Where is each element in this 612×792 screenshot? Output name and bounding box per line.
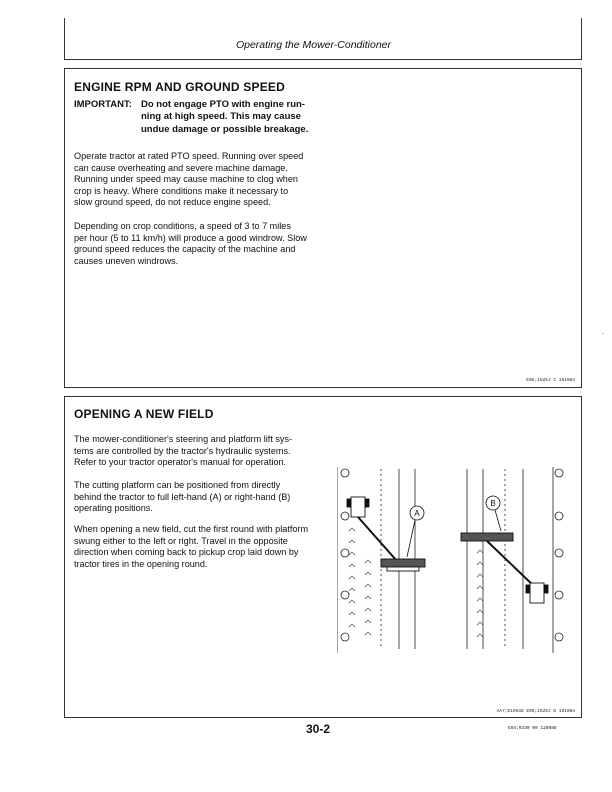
callout-b-label: B: [490, 499, 496, 508]
text-line: slow ground speed, do not reduce engine speed.: [74, 197, 271, 208]
paragraph: [74, 434, 292, 469]
page-number: 30-2: [306, 722, 331, 736]
opening-field-section: [64, 396, 582, 718]
engine-rpm-section: [64, 68, 582, 388]
callout-a-label: A: [414, 509, 420, 518]
important-line: undue damage or possible breakage.: [141, 123, 309, 135]
paragraph: [74, 151, 303, 209]
important-label: IMPORTANT:: [74, 99, 132, 110]
text-line: behind the tractor to full left-hand (A) or right-hand (B): [74, 491, 291, 502]
field-diagram: [337, 463, 577, 653]
text-line: can cause overheating and severe machine damage.: [74, 162, 288, 173]
text-line: Depending on crop conditions, a speed of 3 to 7 miles: [74, 221, 291, 231]
text-line: swung either to the left or right. Travel in the opposite: [74, 535, 288, 546]
text-line: tems are controlled by the tractor's hydraulic systems.: [74, 445, 291, 456]
text-line: tractor tires in the opening round.: [74, 558, 208, 569]
text-line: Refer to your tractor operator's manual for operation.: [74, 457, 287, 468]
text-line: operating positions.: [74, 503, 153, 514]
paragraph: [74, 524, 308, 570]
important-line: ning at high speed. This may cause: [141, 111, 301, 123]
text-line: causes uneven windrows.: [74, 255, 179, 266]
paragraph: [74, 221, 307, 267]
text-line: crop is heavy. Where conditions make it necessary to: [74, 185, 289, 196]
text-line: ground speed reduces the capacity of the machine and: [74, 244, 296, 255]
page-title: Operating the Mower-Conditioner: [235, 39, 391, 51]
text-line: The cutting platform can be positioned from directly: [74, 480, 281, 490]
section-title: OPENING A NEW FIELD: [74, 407, 214, 421]
text-line: The mower-conditioner's steering and platform lift sys-: [74, 434, 293, 444]
section-title: ENGINE RPM AND GROUND SPEED: [74, 80, 285, 94]
text-line: Operate tractor at rated PTO speed. Running over speed: [74, 151, 304, 161]
text-line: When opening a new field, cut the first round with platform: [74, 524, 309, 534]
paragraph: [74, 480, 290, 515]
side-mark: -: [602, 331, 604, 337]
page-code: E84;9330 00 120988: [508, 726, 557, 731]
text-line: Running under speed may cause machine to clog when: [74, 174, 298, 185]
text-line: direction when coming back to pickup crop laid down by: [74, 547, 299, 558]
page-header: [64, 18, 582, 60]
important-line: Do not engage PTO with engine run-: [141, 99, 305, 110]
tractor-right-icon: [461, 533, 548, 603]
text-line: per hour (5 to 11 km/h) will produce a good windrow. Slow: [74, 232, 307, 243]
reference-code: E05;1525J C 191084: [526, 378, 575, 383]
reference-code: AA7;E19548 E05;1525J D 191084: [496, 709, 575, 714]
